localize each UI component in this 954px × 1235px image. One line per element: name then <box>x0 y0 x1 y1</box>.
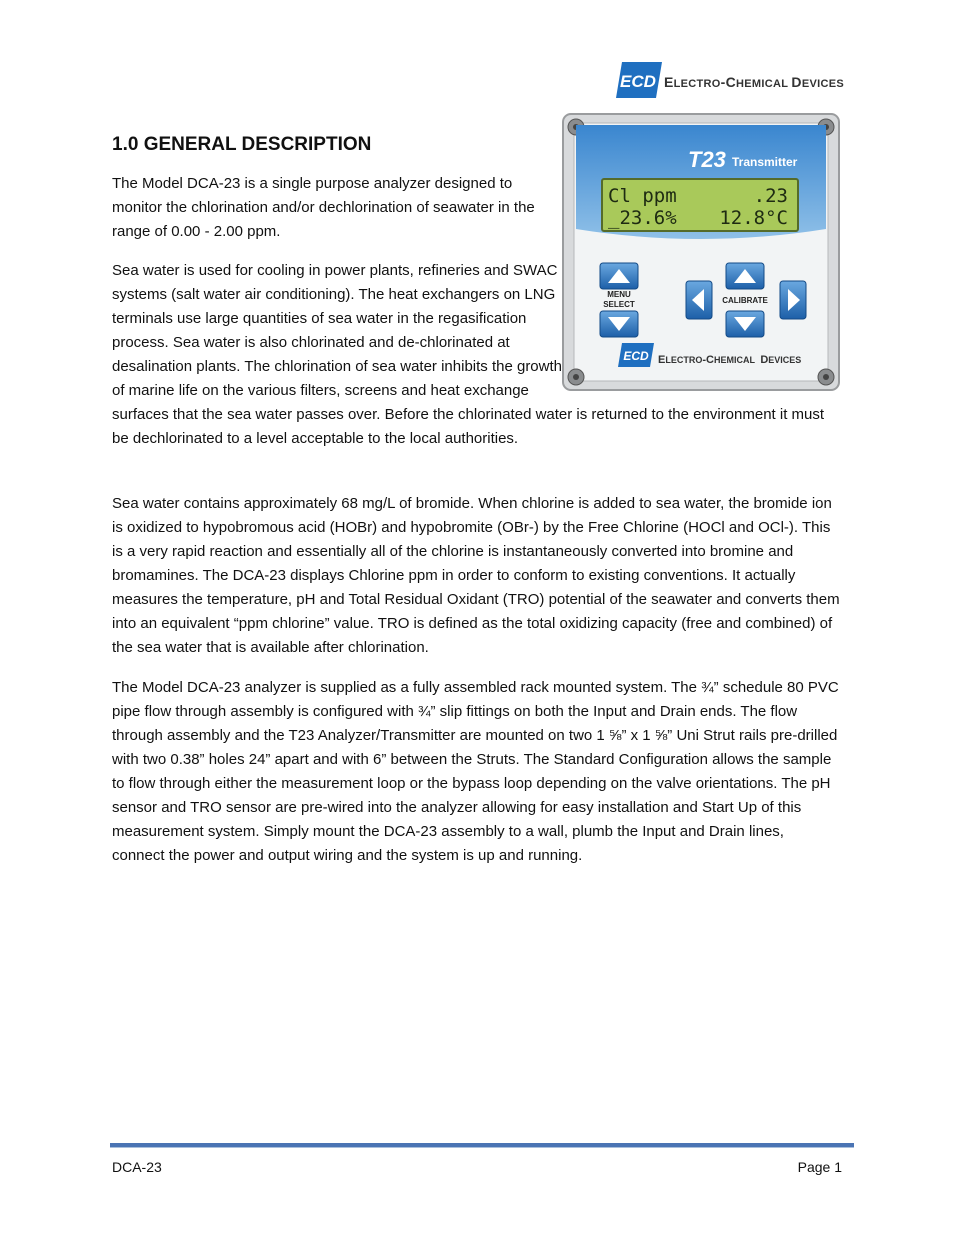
model-name: T23 <box>688 147 726 172</box>
lcd-line2-right: 12.8°C <box>719 207 788 229</box>
calibrate-up-button[interactable] <box>726 263 764 289</box>
lcd-line1-right: .23 <box>753 185 788 207</box>
paragraph-sea-water-cooling: Sea water is used for cooling in power plants, refineries and SWAC systems (salt water air conditioning). The heat exchangers on LNG terminals use large quantities of sea water in the regasification process. Sea water is also chlorinated and de-chlorinated at desalination plants. The chlorination of sea water inhibits the growth of marine life on the various filters, screens and heat exchange surfaces that the sea water passes over. Before the chlorinated water is returned to the environment it must be dechlorinated to a level acceptable to the local authorities. <box>112 262 825 447</box>
select-label: SELECT <box>603 300 635 309</box>
paragraph-assembly: The Model DCA-23 analyzer is supplied as a fully assembled rack mounted system. The ¾” schedule 80 PVC pipe flow through assembly is configured with ¾” slip fittings on both the Input and Drain ends. The flow through assembly and the T23 Analyzer/Transmitter are mounted on two 1 ⅝” x 1 ⅝” Uni Strut rails pre-drilled with two 0.38” holes 24” apart and with 6” between the Struts. The Standard Configuration allows the sample to flow through either the measurement loop or the bypass loop depending on the valve orientations. The pH sensor and TRO sensor are pre-wired into the analyzer allowing for easy installation and Start Up of this measurement system. Simply mount the DCA-23 assembly to a wall, plumb the Input and Drain lines, connect the power and output wiring and the system is up and running. <box>112 679 839 864</box>
lcd-line1-left: Cl ppm <box>608 185 677 207</box>
svg-text:ECD: ECD <box>620 72 656 91</box>
ecd-logo-mark-icon <box>616 60 662 100</box>
section-title: 1.0 GENERAL DESCRIPTION <box>112 134 372 155</box>
right-button[interactable] <box>780 281 806 319</box>
select-down-button[interactable] <box>600 311 638 337</box>
menu-label: MENU <box>607 290 631 299</box>
footer-rule <box>110 1143 854 1147</box>
company-logo <box>616 60 846 102</box>
left-button[interactable] <box>686 281 712 319</box>
calibrate-label: CALIBRATE <box>722 296 768 305</box>
paragraph-intro: The Model DCA-23 is a single purpose analyzer designed to monitor the chlorination and/or dechlorination of seawater in the range of 0.00 - 2.00 ppm. <box>112 175 535 240</box>
footer-doc-id: DCA-23 <box>112 1159 162 1175</box>
svg-text:ELECTRO-CHEMICAL DEVICES: ELECTRO-CHEMICAL DEVICES <box>658 354 802 366</box>
footer-page-number: Page 1 <box>797 1159 842 1175</box>
paragraph-bromide: Sea water contains approximately 68 mg/L of bromide. When chlorine is added to sea water, the bromide ion is oxidized to hypobromous acid (HOBr) and hypobromite (OBr-) by the Free Chlorine (HOCl and OCl-). This is a very rapid reaction and essentially all of the chlorine is instantaneously converted into bromine and bromamines. The DCA-23 displays Chlorine ppm in order to conform to existing conventions. It actually measures the temperature, pH and Total Residual Oxidant (TRO) potential of the seawater and converts them into an equivalent “ppm chlorine” value. TRO is defined as the total oxidizing capacity (free and combined) of the sea water that is available after chlorination. <box>112 495 840 656</box>
svg-text:ECD: ECD <box>623 349 649 363</box>
model-subtitle: Transmitter <box>732 155 798 169</box>
company-name: ELECTRO-CHEMICAL DEVICES <box>664 74 844 90</box>
t23-transmitter-image <box>562 113 840 391</box>
menu-up-button[interactable] <box>600 263 638 289</box>
calibrate-down-button[interactable] <box>726 311 764 337</box>
lcd-line2-left: _23.6% <box>608 207 677 229</box>
